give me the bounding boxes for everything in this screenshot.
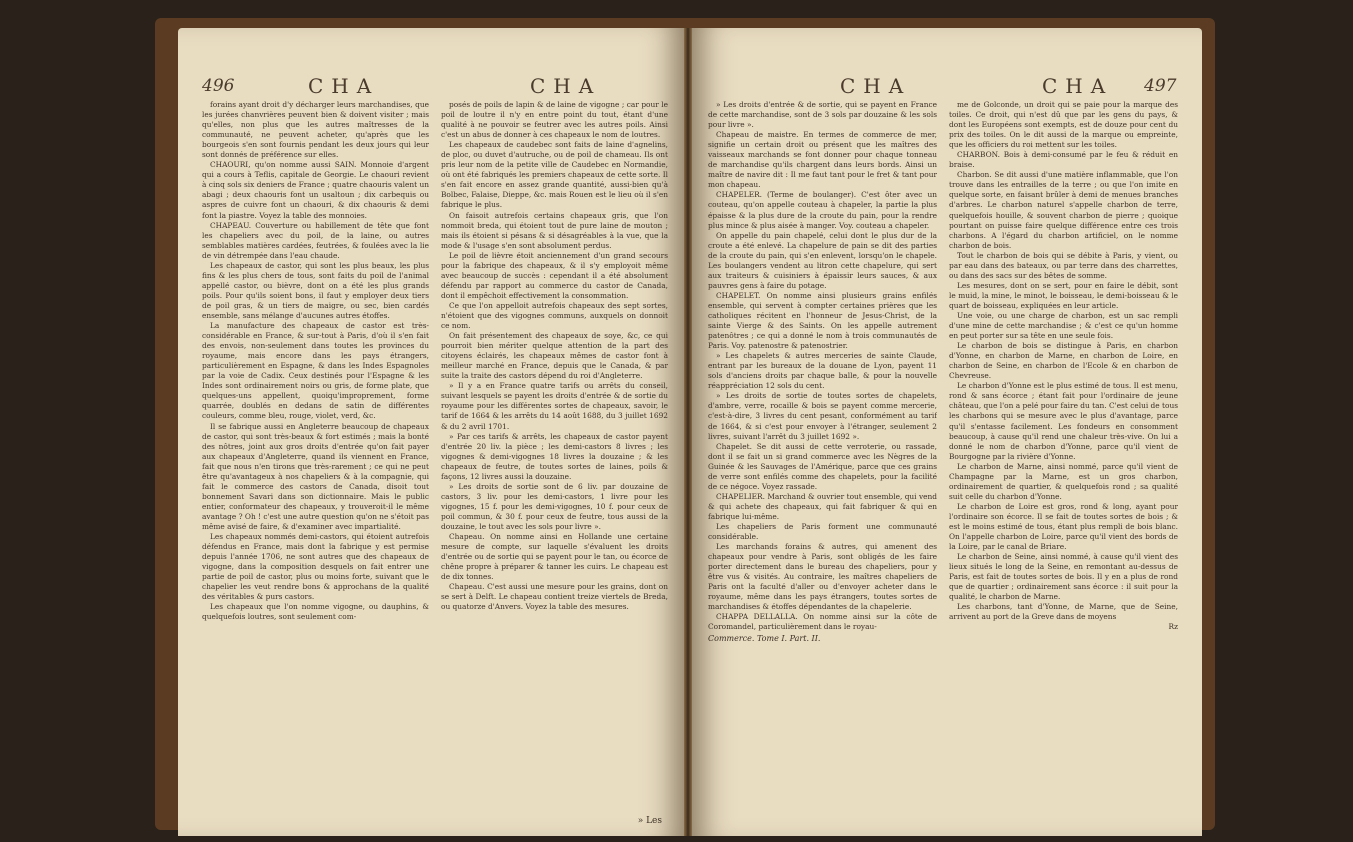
paragraph: On appelle du pain chapelé, celui dont le plus dur de la croute a été enlevé. La chapelure de pain se dit des parties de la croute du pain, qui s'en enlevent, lorsqu'on le chapele. Les boulangers vendent au litron cette chapelure, qui sert aux traiteurs & cuisiniers à épaissir leurs sauces, & aux pauvres gens à faire du potage. xyxy=(708,230,937,290)
paragraph: Le charbon de Seine, ainsi nommé, à cause qu'il vient des lieux situés le long de la Seine, en remontant au-dessus de Paris, est fait de toutes sortes de bois. Il y en a plus de rond que de quartier ; ordinairement sans écorce : il suit pour la qualité, le charbon de Marne. xyxy=(949,552,1178,602)
paragraph: posés de poils de lapin & de laine de vigogne ; car pour le poil de loutre il n'y en entre point du tout, étant d'une qualité à ne pouvoir se feutrer avec les autres poils. Ainsi c'est un abus de donner à ces chapeaux le nom de loutres. xyxy=(441,100,668,140)
book-gutter xyxy=(684,28,692,836)
paragraph: forains ayant droit d'y décharger leurs marchandises, que les jurées chanvrières peuvent bien & doivent visiter ; mais qu'elles, non plus que les autres maîtresses de la communauté, ne peuvent acheter, qu'après que les bourgeois s'en sont fournis pendant les deux jours qui leur sont donnés de préférence sur elles. xyxy=(202,100,429,160)
paragraph: CHAPPA DELLALLA. On nomme ainsi sur la côte de Coromandel, particulièrement dans le royau- xyxy=(708,612,937,632)
paragraph: CHAPELIER. Marchand & ouvrier tout ensemble, qui vend & qui achete des chapeaux, qui fait fabriquer & qui en fabrique lui-même. xyxy=(708,491,937,521)
paragraph: Chapeau. On nomme ainsi en Hollande une certaine mesure de compte, sur laquelle s'évaluent les droits d'entrée ou de sortie qui se payent pour le tan, ou écorce de chêne propre à préparer & tanner les cuirs. Le chapeau est de dix tonnes. xyxy=(441,532,668,582)
paragraph: Les marchands forains & autres, qui amenent des chapeaux pour vendre à Paris, sont obligés de les faire porter directement dans le bureau des chapeliers, pour y être vus & visités. Au contraire, les maîtres chapeliers de Paris ont la faculté d'aller ou d'envoyer acheter dans le royaume, même dans les pays étrangers, toutes sortes de marchandises & étoffes dépendantes de la chapelerie. xyxy=(708,542,937,612)
paragraph: Chapeau. C'est aussi une mesure pour les grains, dont on se sert à Delft. Le chapeau contient treize viertels de Breda, ou quatorze d'Anvers. Voyez la table des mesures. xyxy=(441,582,668,612)
left-page xyxy=(178,28,684,836)
paragraph: » Il y a en France quatre tarifs ou arrêts du conseil, suivant lesquels se payent les droits d'entrée & de sortie du royaume pour les différentes sortes de chapeaux, savoir, le tarif de 1664 & les arrêts du 14 août 1688, du 3 juillet 1692 & du 2 avril 1701. xyxy=(441,381,668,431)
paragraph: Les chapeaux de caudebec sont faits de laine d'agnelins, de ploc, ou duvet d'autruche, ou de poil de chameau. Ils ont pris leur nom de la petite ville de Caudebec en Normandie, où ont été fabriqués les premiers chapeaux de cette sorte. Il s'en fait encore en assez grande quantité, aussi-bien qu'à Bolbec, Falaise, Dieppe, &c. mais Rouen est le lieu où il s'en fabrique le plus. xyxy=(441,140,668,210)
volume-footer: Commerce. Tome I. Part. II. xyxy=(708,634,821,644)
paragraph: Le poil de lièvre étoit anciennement d'un grand secours pour la fabrique des chapeaux, & il s'y employoit même avec beaucoup de succès : cependant il a été absolument défendu par rapport au commerce du castor de Canada, dont il empêchoit effectivement la consommation. xyxy=(441,250,668,300)
paragraph: » Les droits de sortie de toutes sortes de chapelets, d'ambre, verre, rocaille & bois se payent comme mercerie, c'est-à-dire, 3 livres du cent pesant, conformément au tarif de 1664, & si c'est pour envoyer à l'étranger, seulement 2 livres, suivant l'arrêt du 3 juillet 1692 ». xyxy=(708,391,937,441)
paragraph: » Les droits de sortie sont de 6 liv. par douzaine de castors, 3 liv. pour les demi-castors, 1 livre pour les vigognes, 15 f. pour les demi-vigognes, 10 f. pour ceux de poil commun, & 30 f. pour ceux de feutre, tous aussi de la douzaine, le tout avec les sols pour livre ». xyxy=(441,481,668,531)
paragraph: CHAPELER. (Terme de boulanger). C'est ôter avec un couteau, qu'on appelle couteau à chapeler, la partie la plus épaisse & la plus dure de la croute du pain, pour la rendre plus mince & plus aisée à manger. Voy. couteau a chapeler. xyxy=(708,190,937,230)
paragraph: Tout le charbon de bois qui se débite à Paris, y vient, ou par eau dans des bateaux, ou par terre dans des charrettes, ou dans des sacs sur des bêtes de somme. xyxy=(949,250,1178,280)
paragraph: Les mesures, dont on se sert, pour en faire le débit, sont le muid, la mine, le minot, le boisseau, le demi-boisseau & le quart de boisseau, expliquées en leur article. xyxy=(949,280,1178,310)
left-guide-word-2: CHA xyxy=(530,74,602,98)
paragraph: Les chapeliers de Paris forment une communauté considérable. xyxy=(708,521,937,542)
left-column-2 xyxy=(441,100,668,816)
paragraph: Les chapeaux nommés demi-castors, qui étoient autrefois défendus en France, mais dont la fabrique y est permise depuis l'année 1706, ne sont autres que des chapeaux de vigogne, dans la composition desquels on fait entrer une partie de poil de castor, plus ou moins forte, suivant que le chapelier les veut rendre bons & approchans de la qualité des véritables & purs castors. xyxy=(202,532,429,602)
left-catchword: » Les xyxy=(637,816,662,826)
paragraph: CHAOURI, qu'on nomme aussi SAIN. Monnoie d'argent qui a cours à Teflis, capitale de Georgie. Le chaouri revient à cinq sols six deniers de France ; quatre chaouris valent un abagi ; deux chaouris font un usaltoun ; dix carbequis ou aspres de cuivre font un chaouri, & dix chaouris & demi font la piastre. Voyez la table des monnoies. xyxy=(202,160,429,220)
right-catchword: Rz xyxy=(1168,622,1178,632)
right-guide-word-1: CHA xyxy=(840,74,912,98)
paragraph: Les chapeaux que l'on nomme vigogne, ou dauphins, & quelquefois loutres, sont seulement com- xyxy=(202,602,429,622)
paragraph: Les chapeaux de castor, qui sont les plus beaux, les plus fins & les plus chers de tous, sont faits du poil de l'animal appellé castor, ou bièvre, dont on a été les plus grands poils. Pour qu'ils soient bons, il faut y employer deux tiers de poil gras, & un tiers de maigre, ou sec, bien cardés ensemble, sans mélange d'aucunes autres étoffes. xyxy=(202,260,429,320)
paragraph: » Les chapelets & autres merceries de sainte Claude, entrant par les bureaux de la douane de Lyon, payent 11 sols d'anciens droits par chaque balle, & pour la nouvelle réappréciation 12 sols du cent. xyxy=(708,351,937,391)
paragraph: On faisoit autrefois certains chapeaux gris, que l'on nommoit breda, qui étoient tout de pure laine de mouton ; mais ils étoient si pésans & si désagréables à la vue, que la mode & l'usage s'en sont absolument perdus. xyxy=(441,210,668,250)
paragraph: Il se fabrique aussi en Angleterre beaucoup de chapeaux de castor, qui sont très-beaux & fort estimés ; mais la bonté des nôtres, joint aux gros droits d'entrée qu'on fait payer aux chapeaux d'Angleterre, quand ils viennent en France, fait que nous n'en tirons que très-rarement ; ce qui ne peut être qu'avantageux à nos chapeliers & à la compagnie, qui fait le commerce des castors de Canada, disoit tout bonnement Savari dans son dictionnaire. Mais le public entier, conformateur des chapeaux, y trouveroit-il le même avantage ? Oh ! c'est une autre question qu'on ne s'étoit pas même avisé de faire, & d'examiner avec impartialité. xyxy=(202,421,429,531)
paragraph: Charbon. Se dit aussi d'une matière inflammable, que l'on trouve dans les entrailles de la terre ; ou que l'on imite en quelque sorte, en faisant brûler à demi de menues branches d'arbres. Le charbon naturel s'appelle charbon de terre, quelquefois houille, & souvent charbon de pierre ; quoique pourtant on puisse faire quelque différence entre ces trois charbons. A l'égard du charbon artificiel, on le nomme charbon de bois. xyxy=(949,170,1178,250)
right-page-number: 497 xyxy=(1144,76,1177,96)
paragraph: » Les droits d'entrée & de sortie, qui se payent en France de cette marchandise, sont de 3 sols par douzaine & les sols pour livre ». xyxy=(708,100,937,130)
left-running-header xyxy=(178,74,684,98)
right-column-2 xyxy=(949,100,1178,816)
paragraph: Les charbons, tant d'Yonne, de Marne, que de Seine, arrivent au port de la Greve dans de moyens xyxy=(949,602,1178,622)
paragraph: Le charbon de bois se distingue à Paris, en charbon d'Yonne, en charbon de Marne, en charbon de Loire, en charbon de Seine, en charbon de l'Ecole & en charbon de Chevreuse. xyxy=(949,341,1178,381)
right-column-1 xyxy=(708,100,937,816)
paragraph: Le charbon d'Yonne est le plus estimé de tous. Il est menu, rond & sans écorce ; étant fait pour l'ordinaire de jeune château, que l'on a pelé pour faire du tan. C'est celui de tous les charbons qui se mesure avec le plus d'avantage, parce qu'il s'entasse facilement. Les fondeurs en consomment beaucoup, à cause qu'il rend une chaleur très-vive. On lui a donné le nom de charbon d'Yonne, parce qu'il vient de Bourgogne par la rivière d'Yonne. xyxy=(949,381,1178,461)
paragraph: CHAPELET. On nomme ainsi plusieurs grains enfilés ensemble, qui servent à compter certaines prières que les catholiques récitent en l'honneur de Jesus-Christ, de la sainte Vierge & des Saints. On les appelle autrement patenôtres ; ce qui a donné le nom à trois communautés de Paris. Voy. patenostre & patenostrier. xyxy=(708,290,937,351)
paragraph: CHAPEAU. Couverture ou habillement de tête que font les chapeliers avec du poil, de la laine, ou autres semblables matières cardées, feutrées, & foulées avec la lie de vin détrempée dans l'eau chaude. xyxy=(202,220,429,260)
paragraph: CHARBON. Bois à demi-consumé par le feu & réduit en braise. xyxy=(949,150,1178,170)
paragraph: » Par ces tarifs & arrêts, les chapeaux de castor payent d'entrée 20 liv. la pièce ; les demi-castors 8 livres ; les vigognes & demi-vigognes 18 livres la douzaine ; & les chapeaux de feutre, de toutes sortes de laines, poils & façons, 12 livres aussi la douzaine. xyxy=(441,431,668,481)
right-guide-word-2: CHA xyxy=(1042,74,1114,98)
left-page-number: 496 xyxy=(202,76,235,96)
right-running-header xyxy=(692,74,1202,98)
right-page xyxy=(692,28,1202,836)
paragraph: Le charbon de Loire est gros, rond & long, ayant pour l'ordinaire son écorce. Il se fait de toutes sortes de bois ; & est le moins estimé de tous, étant plus rempli de bois blanc. On l'appelle charbon de Loire, parce qu'il vient des bords de la Loire, par le canal de Briare. xyxy=(949,501,1178,552)
paragraph: La manufacture des chapeaux de castor est très-considérable en France, & sur-tout à Paris, d'où il s'en fait des envois, non-seulement dans toutes les provinces du royaume, mais encore dans les pays étrangers, particulièrement en Espagne, & dans les Indes Espagnoles par la voie de Cadix. Ceux destinés pour l'Espagne & les Indes sont ordinairement noirs ou gris, de forme plate, que quelques-uns appellent, quoiqu'improprement, forme quarrée, doublés en dedans de satin de différentes couleurs, comme bleu, rouge, violet, verd, &c. xyxy=(202,321,429,421)
paragraph: Le charbon de Marne, ainsi nommé, parce qu'il vient de Champagne par la Marne, est un gros charbon, ordinairement de quartier, & quelquefois rond ; sa qualité suit celle du charbon d'Yonne. xyxy=(949,461,1178,501)
paragraph: Chapeau de maistre. En termes de commerce de mer, signifie un certain droit ou présent que les maîtres des vaisseaux marchands se font donner pour chaque tonneau de marchandise qu'ils chargent dans leurs bords. Ainsi un maître de navire dit : Il me faut tant pour le fret & tant pour mon chapeau. xyxy=(708,130,937,190)
paragraph: On fait présentement des chapeaux de soye, &c, ce qui pourroit bien mériter quelque attention de la part des citoyens éclairés, les chapeaux mêmes de castor font à meilleur marché en France, depuis que le Canada, & par suite la traite des castors dépend du roi d'Angleterre. xyxy=(441,331,668,381)
left-column-1 xyxy=(202,100,429,816)
left-guide-word-1: CHA xyxy=(308,74,380,98)
paragraph: Chapelet. Se dit aussi de cette verroterie, ou rassade, dont il se fait un si grand commerce avec les Nègres de la Guinée & les Sauvages de l'Amérique, parce que ces grains de verre sont enfilés comme des chapelets, pour la facilité de ce négoce. Voyez rassade. xyxy=(708,441,937,491)
paragraph: Une voie, ou une charge de charbon, est un sac rempli d'une mine de cette marchandise ; & c'est ce qu'un homme en peut porter sur sa tête en une seule fois. xyxy=(949,310,1178,341)
paragraph: Ce que l'on appelloit autrefois chapeaux des sept sortes, n'étoient que des vigognes communs, auxquels on donnoit ce nom. xyxy=(441,300,668,331)
paragraph: me de Golconde, un droit qui se paie pour la marque des toiles. Ce droit, qui n'est dû que par les gens du pays, & dont les Européens sont exempts, est de douze pour cent du prix des toiles. On le dit aussi de la marque ou empreinte, que les officiers du roi mettent sur les toiles. xyxy=(949,100,1178,150)
